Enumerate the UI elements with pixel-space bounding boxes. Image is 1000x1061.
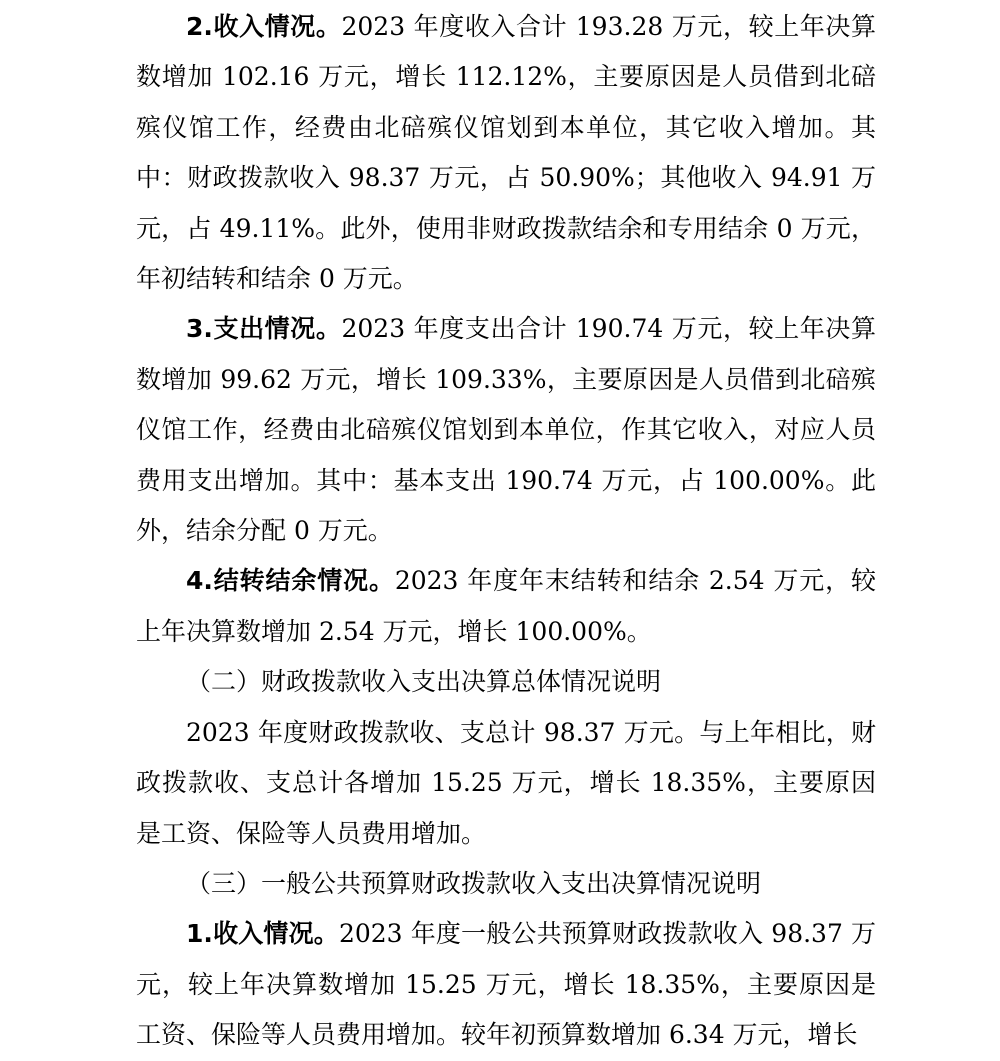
balance-paragraph <box>136 556 876 657</box>
section2-title: （二）财政拨款收入支出决算总体情况说明 <box>186 667 662 697</box>
income-text: 2023 年度收入合计 193.28 万元，较上年决算数增加 102.16 万元，增长 112.12%，主要原因是人员借到北碚殡仪馆工作，经费由北碚殡仪馆划到本单位，其它收入增加。其中：财政拨款收入 98.37 万元，占 50.90%；其他收入 94.91 万元，占 49.11%。此外，使用非财政拨款结余和专用结余 0 万元，年初结转和结余 0 万元。 <box>136 12 876 294</box>
document-page <box>136 2 876 1061</box>
expenditure-heading: 3.支出情况。 <box>186 314 342 344</box>
section3-income-paragraph <box>136 909 876 1060</box>
income-paragraph <box>136 2 876 304</box>
expenditure-text: 2023 年度支出合计 190.74 万元，较上年决算数增加 99.62 万元，增长 109.33%，主要原因是人员借到北碚殡仪馆工作，经费由北碚殡仪馆划到本单位，作其它收入，对应人员费用支出增加。其中：基本支出 190.74 万元，占 100.00%。此外，结余分配 0 万元。 <box>136 314 876 546</box>
income-heading: 2.收入情况。 <box>186 12 342 41</box>
section3-income-text: 2023 年度一般公共预算财政拨款收入 98.37 万元，较上年决算数增加 15.25 万元，增长 18.35%，主要原因是工资、保险等人员费用增加。较年初预算数增加 6.34 万元，增长 <box>136 919 876 1050</box>
section3-title: （三）一般公共预算财政拨款收入支出决算情况说明 <box>186 868 762 898</box>
expenditure-paragraph <box>136 304 876 556</box>
section2-paragraph: 2023 年度财政拨款收、支总计 98.37 万元。与上年相比，财政拨款收、支总计各增加 15.25 万元，增长 18.35%，主要原因是工资、保险等人员费用增加。 <box>136 717 876 848</box>
section3-income-heading: 1.收入情况。 <box>186 919 339 949</box>
balance-text: 2023 年度年末结转和结余 2.54 万元，较上年决算数增加 2.54 万元，增长 100.00%。 <box>136 566 876 646</box>
balance-heading: 4.结转结余情况。 <box>186 566 395 596</box>
